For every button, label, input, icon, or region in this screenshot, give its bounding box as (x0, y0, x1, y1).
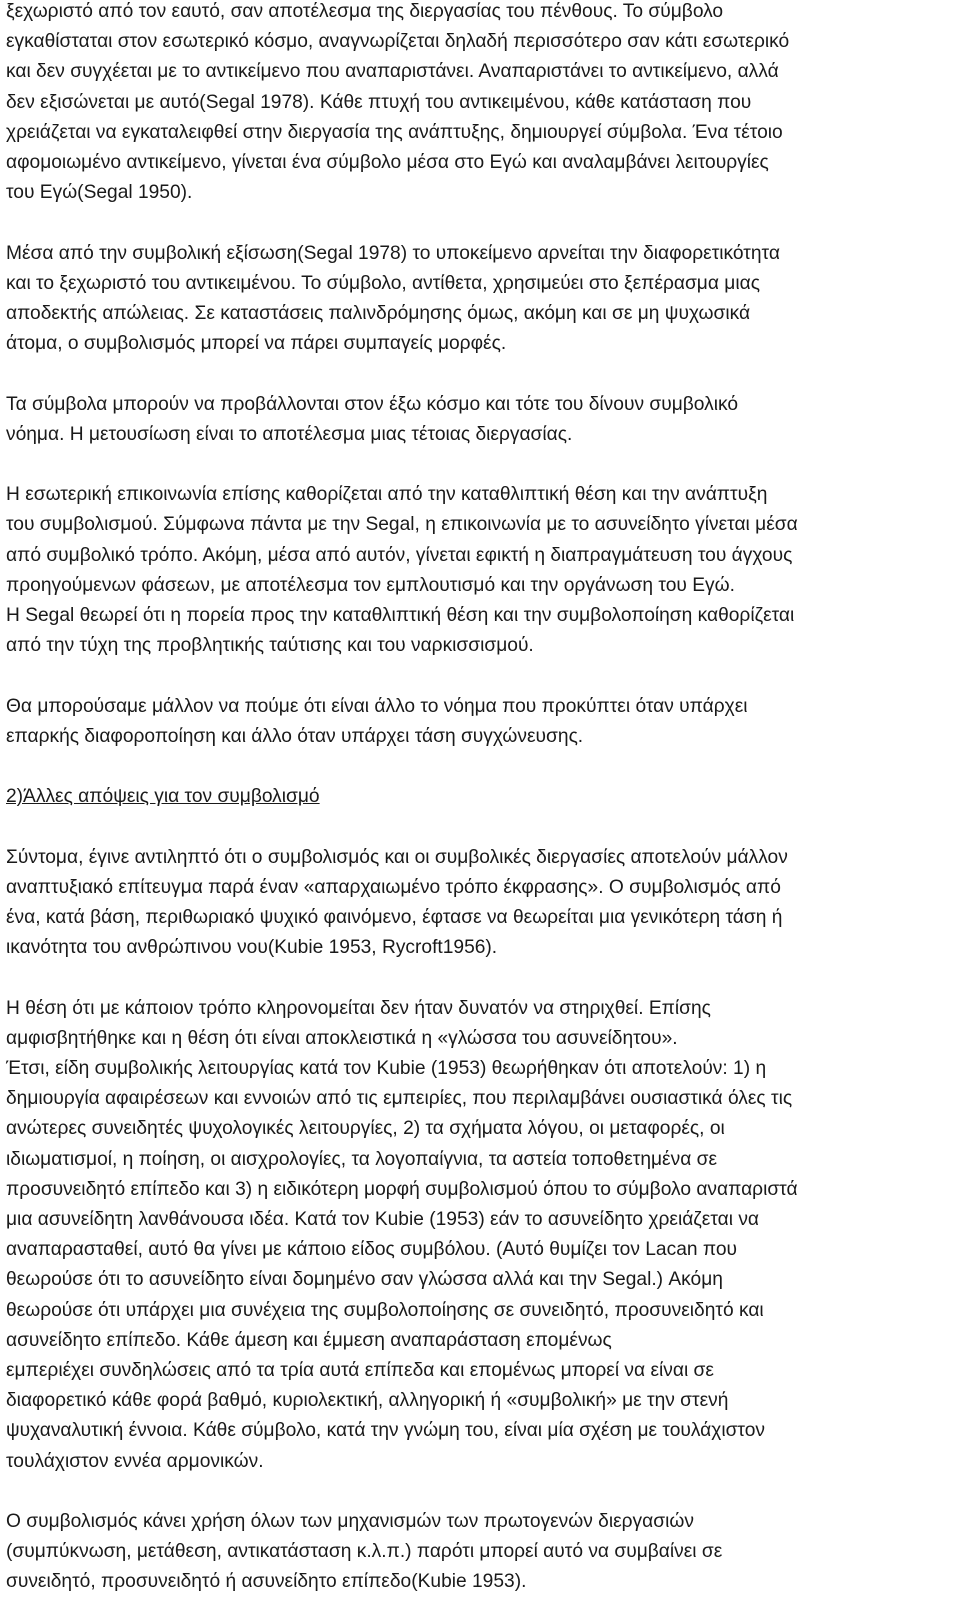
text-line: ένα, κατά βάση, περιθωριακό ψυχικό φαινόμενο, έφτασε να θεωρείται μια γενικότερη τάση ή (6, 907, 783, 928)
paragraph-gap (6, 812, 960, 842)
text-line: Η εσωτερική επικοινωνία επίσης καθορίζεται από την καταθλιπτική θέση και την ανάπτυξη (6, 484, 768, 506)
paragraph-5 (6, 692, 960, 752)
text-line: του συμβολισμού. Σύμφωνα πάντα με την Segal, η επικοινωνία με το ασυνείδητο γίνεται μέσα (6, 514, 798, 536)
text-line: από συμβολικό τρόπο. Ακόμη, μέσα από αυτόν, γίνεται εφικτή η διαπραγμάτευση του άγχους (6, 544, 793, 566)
paragraph-1 (6, 0, 960, 208)
text-line: ανώτερες συνειδητές ψυχολογικές λειτουργίες, 2) τα σχήματα λόγου, οι μεταφορές, οι (6, 1118, 725, 1140)
text-line: άτομα, ο συμβολισμός μπορεί να πάρει συμπαγείς μορφές. (6, 333, 507, 355)
text-line: Σύντομα, έγινε αντιληπτό ότι ο συμβολισμός και οι συμβολικές διεργασίες αποτελούν μάλλον (6, 846, 788, 868)
text-line: νόημα. Η μετουσίωση είναι το αποτέλεσμα μιας τέτοιας διεργασίας. (6, 423, 573, 445)
text-line: αποδεκτής απώλειας. Σε καταστάσεις παλινδρόμησης όμως, ακόμη και σε μη ψυχωσικά (6, 303, 751, 325)
text-line: προηγούμενων φάσεων, με αποτέλεσμα τον εμπλουτισμό και την οργάνωση του Εγώ. (6, 574, 735, 596)
text-line: ικανότητα του ανθρώπινου νου(Kubie 1953, Rycroft1956). (6, 937, 498, 959)
paragraph-gap (6, 752, 960, 782)
paragraph-6 (6, 843, 960, 964)
text-line: Η θέση ότι με κάποιον τρόπο κληρονομείται δεν ήταν δυνατόν να στηριχθεί. Επίσης (6, 997, 711, 1019)
text-line: ξεχωριστό από τον εαυτό, σαν αποτέλεσμα της διεργασίας του πένθους. Το σύμβολο (6, 1, 724, 22)
text-line: ασυνείδητο επίπεδο. Κάθε άμεση και έμμεση αναπαράσταση επομένως (6, 1329, 612, 1351)
text-line: και το ξεχωριστό του αντικειμένου. Το σύμβολο, αντίθετα, χρησιμεύει στο ξεπέρασμα μιας (6, 272, 760, 294)
text-line: προσυνειδητό επίπεδο και 3) η ειδικότερη μορφή συμβολισμού όπου το σύμβολο αναπαριστά (6, 1178, 798, 1200)
paragraph-gap (6, 359, 960, 389)
text-line: του Εγώ(Segal 1950). (6, 182, 193, 204)
text-line: εγκαθίσταται στον εσωτερικό κόσμο, αναγνωρίζεται δηλαδή περισσότερο σαν κάτι εσωτερικό (6, 31, 790, 53)
paragraph-gap (6, 963, 960, 993)
paragraph-gap (6, 661, 960, 691)
paragraph-gap (6, 208, 960, 238)
text-line: Έτσι, είδη συμβολικής λειτουργίας κατά τον Kubie (1953) θεωρήθηκαν ότι αποτελούν: 1) η (6, 1058, 767, 1079)
text-line: χρειάζεται να εγκαταλειφθεί στην διεργασία της ανάπτυξης, δημιουργεί σύμβολα. Ένα τέτοιο (6, 121, 783, 143)
section-heading (6, 782, 960, 812)
text-line: Ο συμβολισμός κάνει χρήση όλων των μηχανισμών των πρωτογενών διεργασιών (6, 1511, 694, 1533)
section-heading-text: 2)Άλλες απόψεις για τον συμβολισμό (6, 786, 320, 808)
text-line: συνειδητό, προσυνειδητό ή ασυνείδητο επίπεδο(Kubie 1953). (6, 1571, 527, 1593)
text-line: αναπαρασταθεί, αυτό θα γίνει με κάποιο είδος συμβόλου. (Αυτό θυμίζει τον Lacan που (6, 1239, 737, 1261)
text-line: αφομοιωμένο αντικείμενο, γίνεται ένα σύμβολο μέσα στο Εγώ και αναλαμβάνει λειτουργίες (6, 152, 769, 174)
text-line: θεωρούσε ότι το ασυνείδητο είναι δομημένο σαν γλώσσα αλλά και την Segal.) Ακόμη (6, 1269, 723, 1291)
text-line: διαφορετικό κάθε φορά βαθμό, κυριολεκτική, αλληγορική ή «συμβολική» με την στενή (6, 1390, 729, 1412)
text-line: και δεν συγχέεται με το αντικείμενο που αναπαριστάνει. Αναπαριστάνει το αντικείμενο, αλλά (6, 61, 779, 83)
text-line: Τα σύμβολα μπορούν να προβάλλονται στον έξω κόσμο και τότε του δίνουν συμβολικό (6, 393, 738, 415)
text-line: δεν εξισώνεται με αυτό(Segal 1978). Κάθε πτυχή του αντικειμένου, κάθε κατάσταση που (6, 91, 752, 113)
paragraph-8 (6, 1507, 960, 1598)
text-line: Η Segal θεωρεί ότι η πορεία προς την καταθλιπτική θέση και την συμβολοποίηση καθορίζεται (6, 605, 795, 627)
paragraph-3 (6, 390, 960, 450)
text-line: από την τύχη της προβλητικής ταύτισης και του ναρκισσισμού. (6, 635, 534, 657)
text-line: Μέσα από την συμβολική εξίσωση(Segal 1978) το υποκείμενο αρνείται την διαφορετικότητα (6, 242, 780, 264)
paragraph-7 (6, 994, 960, 1477)
text-line: αναπτυξιακό επίτευγμα παρά έναν «απαρχαιωμένο τρόπο έκφρασης». Ο συμβολισμός από (6, 876, 781, 898)
text-line: εμπεριέχει συνδηλώσεις από τα τρία αυτά επίπεδα και επομένως μπορεί να είναι σε (6, 1360, 714, 1382)
text-line: τουλάχιστον εννέα αρμονικών. (6, 1450, 264, 1472)
paragraph-gap (6, 1477, 960, 1507)
text-line: επαρκής διαφοροποίηση και άλλο όταν υπάρχει τάση συγχώνευσης. (6, 725, 584, 747)
paragraph-gap (6, 450, 960, 480)
paragraph-2 (6, 239, 960, 360)
text-line: μια ασυνείδητη λανθάνουσα ιδέα. Κατά τον Kubie (1953) εάν το ασυνείδητο χρειάζεται να (6, 1209, 760, 1231)
text-line: (συμπύκνωση, μετάθεση, αντικατάσταση κ.λ.π.) παρότι μπορεί αυτό να συμβαίνει σε (6, 1541, 723, 1563)
text-line: Θα μπορούσαμε μάλλον να πούμε ότι είναι άλλο το νόημα που προκύπτει όταν υπάρχει (6, 695, 748, 717)
text-line: δημιουργία αφαιρέσεων και εννοιών από τις εμπειρίες, που περιλαμβάνει ουσιαστικά όλες τις (6, 1088, 793, 1110)
text-line: θεωρούσε ότι υπάρχει μια συνέχεια της συμβολοποίησης σε συνειδητό, προσυνειδητό και (6, 1299, 764, 1321)
text-line: ψυχαναλυτική έννοια. Κάθε σύμβολο, κατά την γνώμη του, είναι μία σχέση με τουλάχιστον (6, 1420, 766, 1442)
text-line: αμφισβητήθηκε και η θέση ότι είναι αποκλειστικά η «γλώσσα του ασυνείδητου». (6, 1027, 678, 1049)
text-line: ιδιωματισμοί, η ποίηση, οι αισχρολογίες, τα λογοπαίγνια, τα αστεία τοποθετημένα σε (6, 1148, 718, 1170)
document-page (6, 0, 960, 1598)
paragraph-4 (6, 480, 960, 661)
